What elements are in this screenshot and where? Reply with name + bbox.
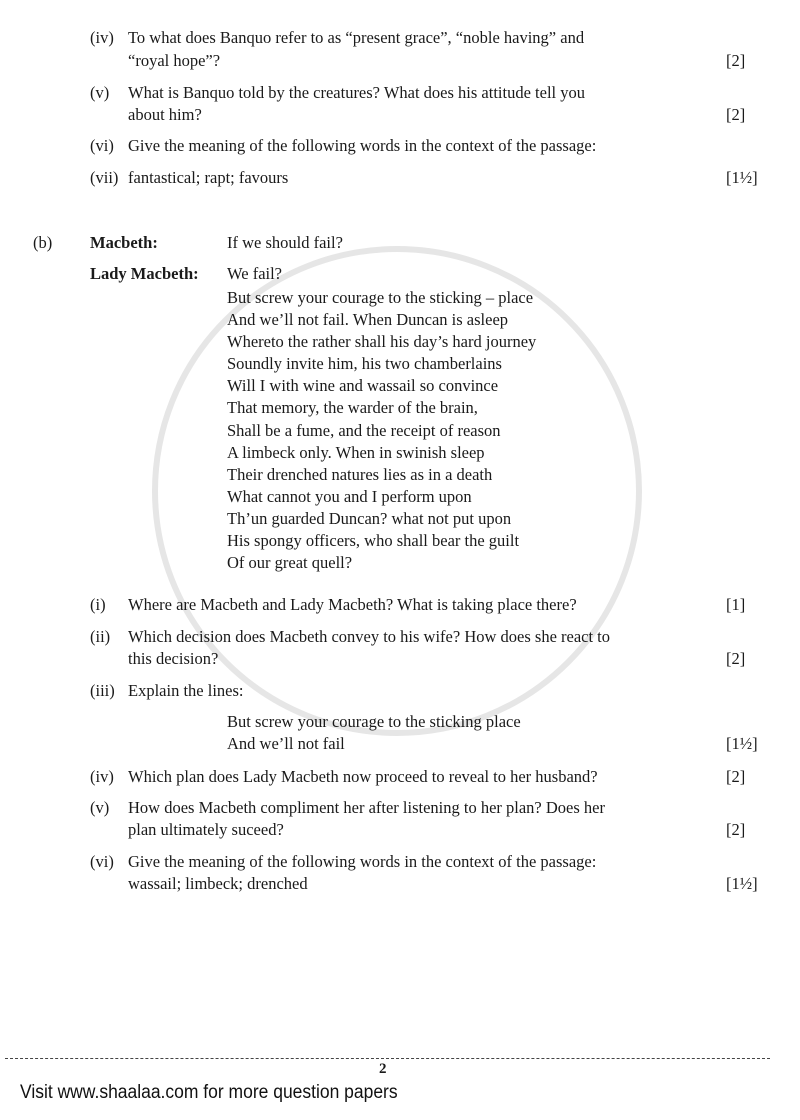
question-marks: [2] bbox=[726, 767, 746, 786]
question-text: wassail; limbeck; drenched bbox=[128, 874, 308, 893]
poem-line: But screw your courage to the sticking – place bbox=[227, 288, 534, 307]
question-text: Where are Macbeth and Lady Macbeth? What is taking place there? bbox=[128, 595, 577, 614]
question-text: “royal hope”? bbox=[128, 51, 221, 70]
question-marks: [1½] bbox=[726, 734, 758, 753]
question-number: (v) bbox=[90, 83, 110, 102]
question-marks: [2] bbox=[726, 649, 746, 668]
question-text: Which decision does Macbeth convey to his wife? How does she react to bbox=[128, 627, 611, 646]
question-marks: [2] bbox=[726, 820, 746, 839]
poem-line: What cannot you and I perform upon bbox=[227, 487, 472, 506]
question-text: Which plan does Lady Macbeth now proceed to reveal to her husband? bbox=[128, 767, 598, 786]
question-number: (vi) bbox=[90, 852, 114, 871]
question-text: Explain the lines: bbox=[128, 681, 244, 700]
poem-line: And we’ll not fail. When Duncan is asleep bbox=[227, 310, 509, 329]
quoted-line: But screw your courage to the sticking place bbox=[227, 712, 521, 731]
poem-line: Of our great quell? bbox=[227, 553, 353, 572]
footer-visit-text: Visit www.shaalaa.com for more question papers bbox=[20, 1082, 398, 1103]
speaker-lady-macbeth: Lady Macbeth: bbox=[90, 264, 199, 283]
question-number: (vii) bbox=[90, 168, 119, 187]
poem-line: Their drenched natures lies as in a death bbox=[227, 465, 493, 484]
question-text: How does Macbeth compliment her after listening to her plan? Does her bbox=[128, 798, 605, 817]
part-label: (b) bbox=[33, 233, 53, 252]
poem-line: His spongy officers, who shall bear the guilt bbox=[227, 531, 520, 550]
question-text: Give the meaning of the following words in the context of the passage: bbox=[128, 136, 597, 155]
question-text: this decision? bbox=[128, 649, 219, 668]
question-number: (vi) bbox=[90, 136, 114, 155]
question-number: (v) bbox=[90, 798, 110, 817]
poem-line: Whereto the rather shall his day’s hard journey bbox=[227, 332, 537, 351]
speaker-macbeth: Macbeth: bbox=[90, 233, 158, 252]
question-marks: [2] bbox=[726, 105, 746, 124]
question-marks: [1½] bbox=[726, 874, 758, 893]
question-number: (iii) bbox=[90, 681, 115, 700]
poem-line: That memory, the warder of the brain, bbox=[227, 398, 478, 417]
question-text: fantastical; rapt; favours bbox=[128, 168, 289, 187]
poem-line: A limbeck only. When in swinish sleep bbox=[227, 443, 485, 462]
question-number: (iv) bbox=[90, 28, 114, 47]
question-number: (ii) bbox=[90, 627, 111, 646]
poem-line: Shall be a fume, and the receipt of reason bbox=[227, 421, 501, 440]
question-number: (i) bbox=[90, 595, 106, 614]
question-marks: [1½] bbox=[726, 168, 758, 187]
question-marks: [1] bbox=[726, 595, 746, 614]
poem-line: Th’un guarded Duncan? what not put upon bbox=[227, 509, 512, 528]
dialogue-line: If we should fail? bbox=[227, 233, 343, 252]
question-text: To what does Banquo refer to as “present grace”, “noble having” and bbox=[128, 28, 585, 47]
poem-line: Will I with wine and wassail so convince bbox=[227, 376, 499, 395]
question-number: (iv) bbox=[90, 767, 114, 786]
question-text: What is Banquo told by the creatures? What does his attitude tell you bbox=[128, 83, 585, 102]
question-text: plan ultimately suceed? bbox=[128, 820, 284, 839]
page-number: 2 bbox=[379, 1061, 387, 1077]
poem-line: Soundly invite him, his two chamberlains bbox=[227, 354, 502, 373]
dialogue-line: We fail? bbox=[227, 264, 283, 283]
question-text: Give the meaning of the following words in the context of the passage: bbox=[128, 852, 597, 871]
quoted-line: And we’ll not fail bbox=[227, 734, 345, 753]
footer-divider bbox=[5, 1058, 770, 1059]
question-text: about him? bbox=[128, 105, 202, 124]
question-marks: [2] bbox=[726, 51, 746, 70]
